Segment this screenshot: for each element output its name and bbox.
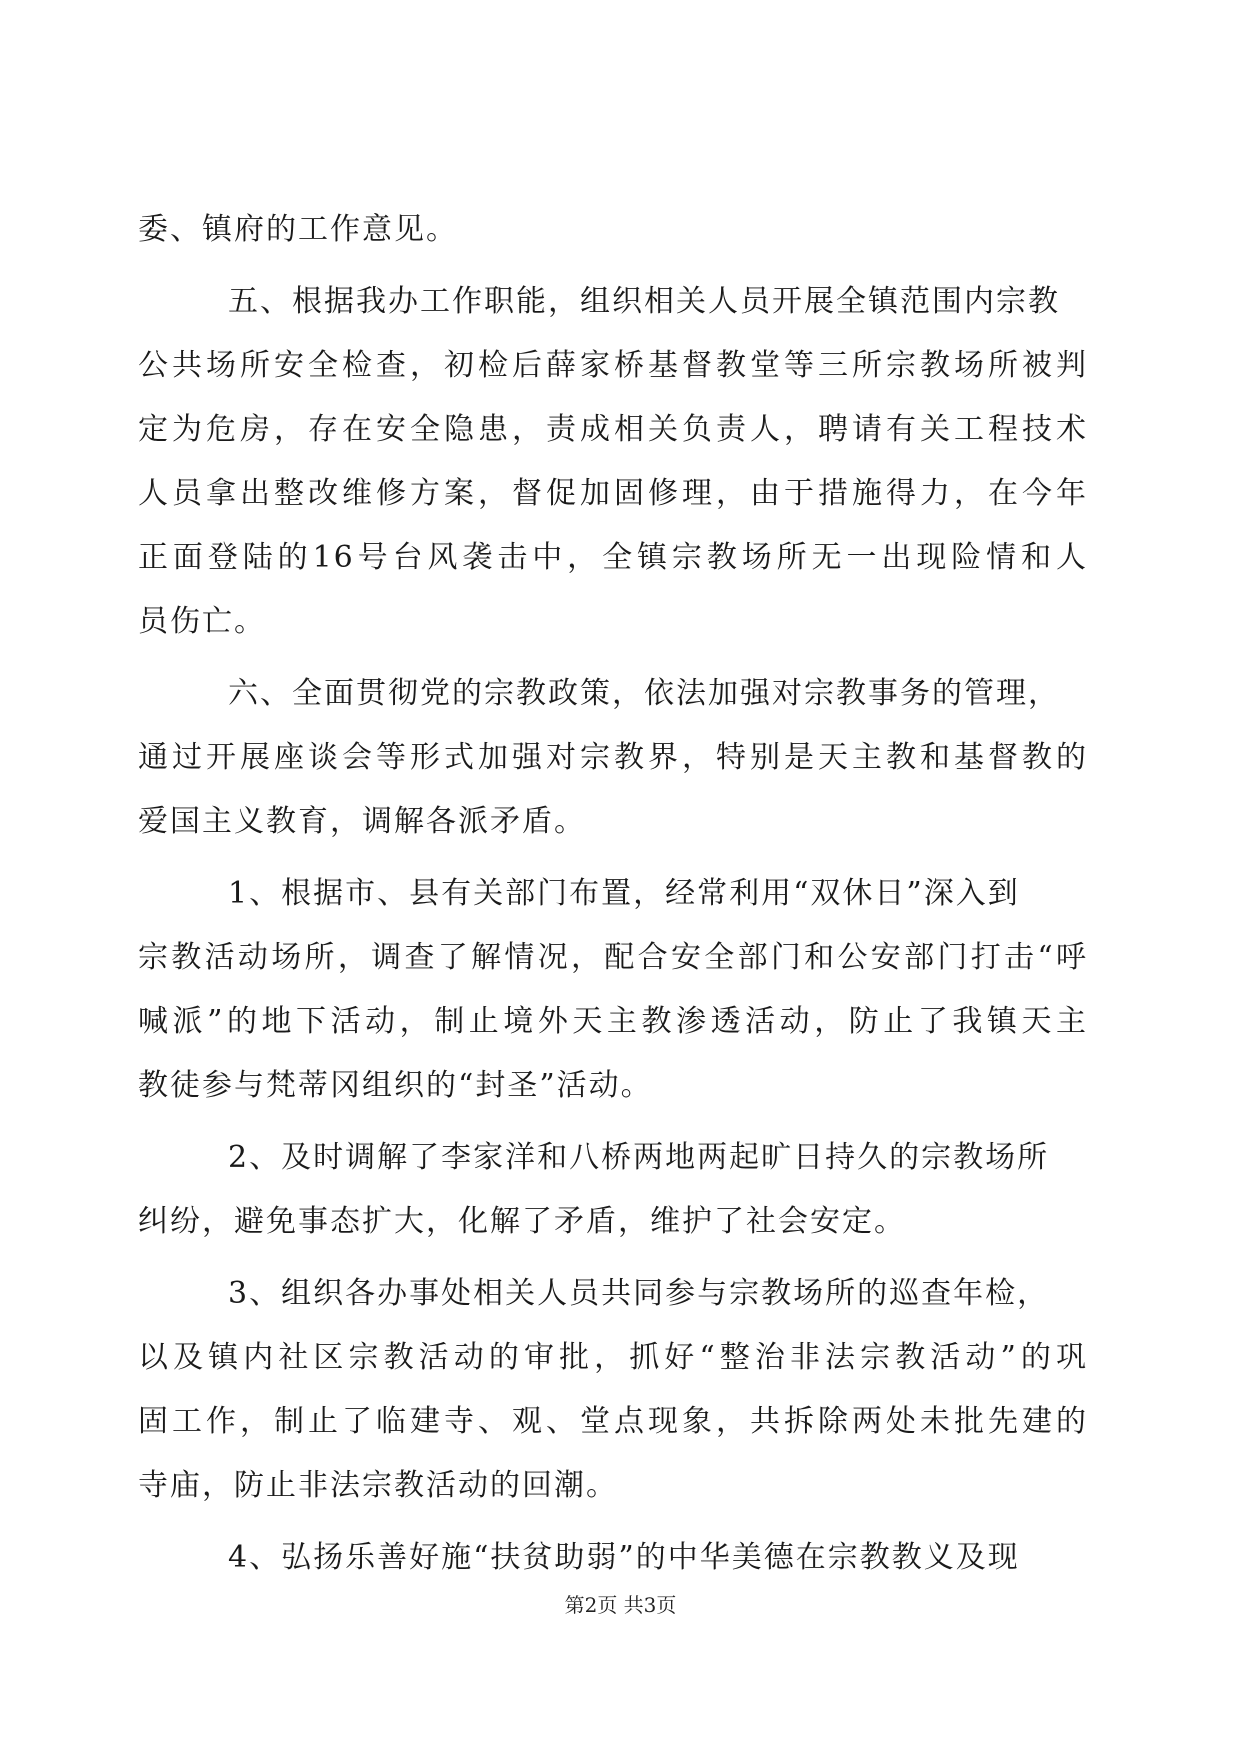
- paragraph-five-line: 五、根据我办工作职能，组织相关人员开展全镇范围内宗教: [228, 284, 1060, 319]
- document-body: [138, 208, 1088, 1600]
- item-three-line: 3、组织各办事处相关人员共同参与宗教场所的巡查年检，: [228, 1276, 1050, 1311]
- paragraph-six-line: 爱国主义教育，调解各派矛盾。: [138, 804, 586, 839]
- item-three-line: 固工作，制止了临建寺、观、堂点现象，共拆除两处未批先建的: [138, 1404, 1088, 1439]
- item-one-line: 宗教活动场所，调查了解情况，配合安全部门和公安部门打击“呼: [138, 940, 1088, 975]
- paragraph-five-line: 公共场所安全检查，初检后薛家桥基督教堂等三所宗教场所被判: [138, 348, 1088, 383]
- page-number-footer: 第2页 共3页: [564, 1593, 677, 1617]
- text-line: 委、镇府的工作意见。: [138, 212, 458, 247]
- item-two-line: 纠纷，避免事态扩大，化解了矛盾，维护了社会安定。: [138, 1204, 906, 1239]
- paragraph-five-line: 人员拿出整改维修方案，督促加固修理，由于措施得力，在今年: [138, 476, 1088, 511]
- paragraph-six-line: 六、全面贯彻党的宗教政策，依法加强对宗教事务的管理，: [228, 676, 1060, 711]
- paragraph-six-line: 通过开展座谈会等形式加强对宗教界，特别是天主教和基督教的: [138, 740, 1088, 775]
- item-three-line: 寺庙，防止非法宗教活动的回潮。: [138, 1468, 618, 1503]
- item-two-line: 2、及时调解了李家洋和八桥两地两起旷日持久的宗教场所: [228, 1140, 1050, 1175]
- item-three-line: 以及镇内社区宗教活动的审批，抓好“整治非法宗教活动”的巩: [138, 1340, 1088, 1375]
- item-one-line: 喊派”的地下活动，制止境外天主教渗透活动，防止了我镇天主: [138, 1004, 1088, 1039]
- paragraph-five-line: 员伤亡。: [138, 604, 266, 639]
- item-one-line: 1、根据市、县有关部门布置，经常利用“双休日”深入到: [228, 876, 1020, 911]
- paragraph-five-line: 正面登陆的16号台风袭击中，全镇宗教场所无一出现险情和人: [138, 540, 1088, 575]
- paragraph-five-line: 定为危房，存在安全隐患，责成相关负责人，聘请有关工程技术: [138, 412, 1088, 447]
- item-one-line: 教徒参与梵蒂冈组织的“封圣”活动。: [138, 1068, 653, 1103]
- item-four-line: 4、弘扬乐善好施“扶贫助弱”的中华美德在宗教教义及现: [228, 1540, 1020, 1575]
